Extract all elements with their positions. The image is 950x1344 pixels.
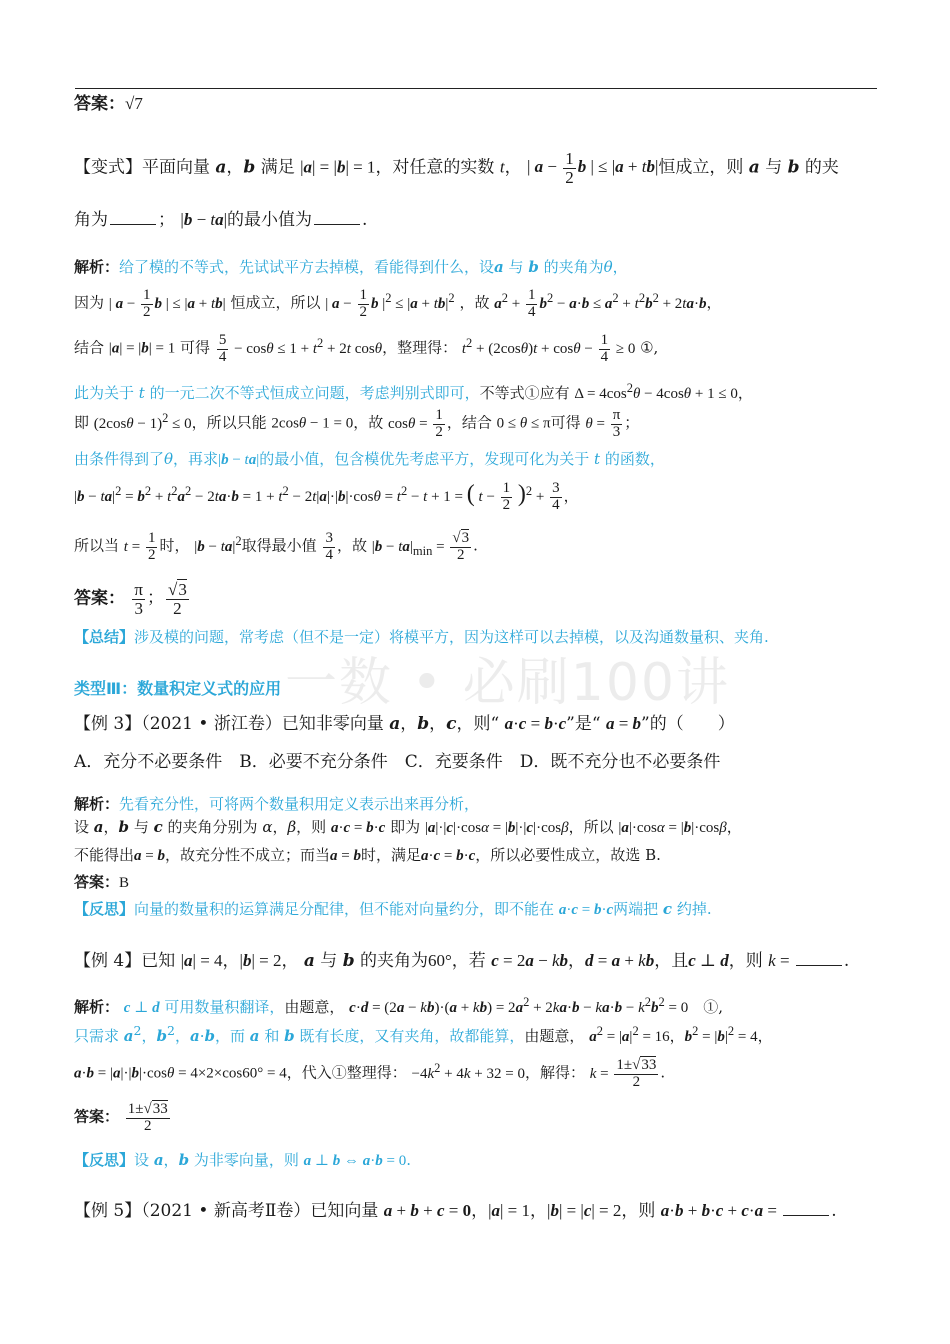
ex4-analysis-1: 解析： c ⊥ d 可用数量积翻译，由题意， $c\cdot d = (2a - kb)\cdot(a + kb) = 2a^2 + 2ka\cdot b - ka\cdot b - k^2b^2 = 0$ ①, [74,995,723,1016]
answer-label: 答案： [74,94,125,114]
answer-blank-4 [783,1215,829,1216]
summary-line: 【总结】涉及模的问题，常考虑（但不是一定）将模平方，因为这样可以去掉模，以及沟通数量积、夹角. [74,628,769,646]
answer-blank-3 [796,965,842,966]
ex5-problem: 【例 5】（2021 • 新高考Ⅱ卷）已知向量 a + b + c = 0，|a| = 1，|b| = |c| = 2，则 a·b + b·c + c·a = . [74,1201,837,1221]
ex4-problem: 【例 4】已知 |a| = 4，|b| = 2， a 与 b 的夹角为60°，若 c = 2a − kb，d = a + kb，且c ⊥ d，则 k = . [74,951,850,971]
variant-label: 【变式】 [74,157,142,178]
answer-blank-1 [110,224,156,225]
ex3-analysis-3: 不能得出a = b，故充分性不成立；而当a = b时，满足a·c = b·c，所以必要性成立，故选 B. [74,846,661,864]
top-rule [75,88,877,89]
analysis1-line-2: 因为 | a − $\frac{1}{2}$ b | ≤ |a + tb| 恒成立，所以 | a − $\frac{1}{2}$ b $|^2 \le |a + tb|^2$ ，故 $a^2$ + $\frac{1}{4}$ $b^2 - a\cdot b \le a^2 + t^2b^2 + 2ta\cdot b$， [74,287,722,320]
analysis1-line-5: 即 $(2\cos\theta - 1)^2 \le 0$，所以只能 2cosθ − 1 = 0，故 cosθ = $\frac{1}{2}$ ，结合 0 ≤ θ ≤ π可得 θ = $\frac{\pi}{3}$ ； [74,407,640,440]
answer-value: √7 [125,94,143,113]
watermark: 一数 • 必刷100讲 [285,653,730,713]
ex3-analysis-2: 设 a，b 与 c 的夹角分别为 α，β，则 a·c = b·c 即为 |a|·|c|·cosα = |b|·|c|·cosβ，所以 |a|·cosα = |b|·cosβ， [74,818,742,836]
analysis1-answer: 答案： $\frac{\pi}{3}$ ； $\frac{√3}{2}$ [74,580,187,618]
ex4-reflection: 【反思】设 a，b 为非零向量，则 a ⊥ b ⇔ a·b = 0. [74,1151,411,1169]
ex4-answer: 答案： $\frac{1\pm√33}{2}$ [74,1101,168,1134]
ex4-analysis-2: 只需求 $a^2$，$b^2$，a·b，而 a 和 b 既有长度，又有夹角，故都能算，由题意， $a^2 = |a|^2 = 16$，$b^2 = |b|^2 = 4$， [74,1023,773,1045]
analysis1-line-7: $|b - ta|^2 = b^2 + t^2a^2 - 2ta\cdot b = 1 + t^2 - 2t|a|\cdot|b|\cdot\cos\theta = t^2 - t + 1$ = ( t − $\frac{1}{2}$ )$^2$ + $\frac{3}{4}$ ， [74,480,579,514]
variant-line-1: 【变式】平面向量 a，b 满足 |a| = |b| = 1，对任意的实数 t， | a − $\frac{1}{2}$ b | ≤ |a + tb|恒成立，则 a 与 b 的夹 [74,149,839,187]
type-heading: 类型Ⅲ：数量积定义式的应用 [74,679,282,698]
analysis1-line-8: 所以当 t = $\frac{1}{2}$ 时， $|b - ta|^2$取得最小值 $\frac{3}{4}$ ，故 $|b - ta|_{min}$ = $\frac{√3}{2}$ . [74,530,478,563]
analysis1-line-4: 此为关于 t 的一元二次不等式恒成立问题，考虑判别式即可，不等式①应有 $\Delta = 4\cos^2\theta - 4\cos\theta + 1 \le 0$， [74,381,753,402]
ex4-analysis-3: a·b = |a|·|b|·cosθ = 4×2×cos60° = 4，代入①整理得： $-4k^2 + 4k + 32 = 0$，解得： k = $\frac{1\pm√33}{2}$ . [74,1057,666,1090]
ex3-answer: 答案：B [74,873,130,891]
answer-blank-2 [314,224,360,225]
ex3-analysis-1: 解析：先看充分性，可将两个数量积用定义表示出来再分析， [74,795,480,813]
analysis1-line-1: 解析：给了模的不等式，先试试平方去掉模，看能得到什么，设a 与 b 的夹角为θ， [74,258,628,276]
ex3-options: A．充分不必要条件 B．必要不充分条件 C．充要条件 D．既不充分也不必要条件 [74,752,721,772]
ex3-problem: 【例 3】（2021 • 浙江卷）已知非零向量 a，b，c，则“ a·c = b·c”是“ a = b”的（ ） [74,714,735,734]
variant-line-2: 角为 ； |b − ta|的最小值为 . [74,210,368,230]
ex3-reflection: 【反思】向量的数量积的运算满足分配律，但不能对向量约分，即不能在 a·c = b·c两端把 c 约掉. [74,900,712,918]
top-answer-line [74,94,143,114]
analysis1-line-6: 由条件得到了θ，再求|b − ta|的最小值，包含模优先考虑平方，发现可化为关于 t 的函数， [74,450,665,468]
analysis1-line-3: 结合 |a| = |b| = 1 可得 $\frac{5}{4}$ − $\cos\theta \le 1 + t^2 + 2t$ cosθ，整理得： $t^2 + (2\cos\theta)t + \cos\theta$ − $\frac{1}{4}$ ≥ 0 ①, [74,332,659,365]
